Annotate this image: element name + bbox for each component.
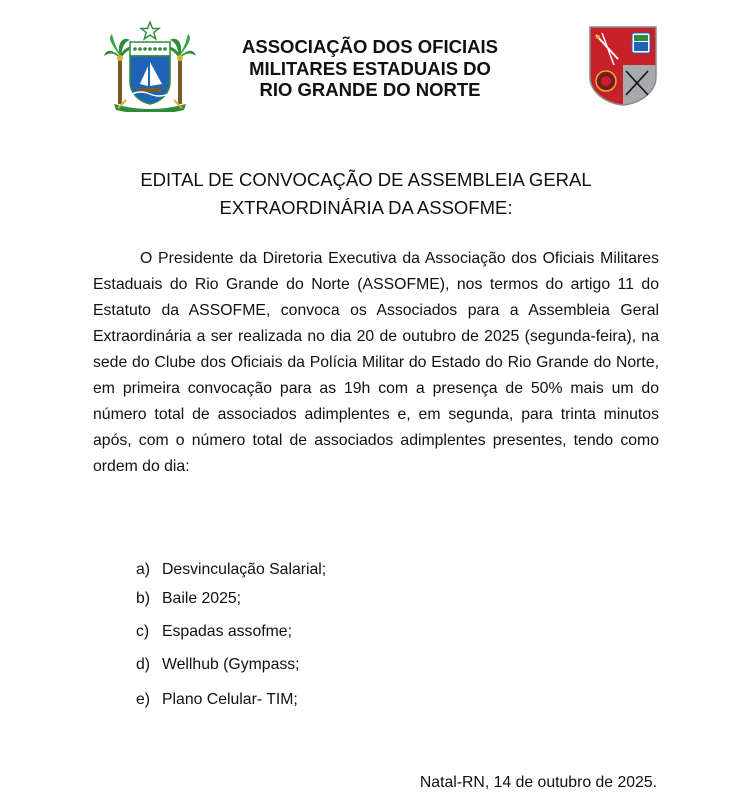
- agenda-item-text: Wellhub (Gympass;: [162, 656, 300, 673]
- document-title-line: EXTRAORDINÁRIA DA ASSOFME:: [219, 197, 513, 218]
- agenda-item-letter: a): [136, 561, 151, 578]
- organization-name-line: RIO GRANDE DO NORTE: [259, 79, 481, 100]
- agenda-item-letter: d): [136, 656, 151, 673]
- rio-grande-do-norte-coat-of-arms-icon: [104, 20, 196, 112]
- agenda-item-text: Desvinculação Salarial;: [162, 561, 327, 578]
- assofme-shield-icon: [588, 25, 658, 107]
- convocation-paragraph: O Presidente da Diretoria Executiva da Associação dos Oficiais Militares Estaduais do Rio Grande do Norte (ASSOFME), nos termos do artigo 11 do Estatuto da ASSOFME, convoca os Associados para a Assembleia Geral Extraordinária a ser realizada no dia 20 de outubro de 2025 (segunda-feira), na sede do Clube dos Oficiais da Polícia Militar do Estado do Rio Grande do Norte, em primeira convocação para as 19h com a presença de 50% mais um do número total de associados adimplentes e, em segunda, para trinta minutos após, com o número total de associados adimplentes presentes, tendo como ordem do dia:: [93, 250, 659, 475]
- agenda-item: [136, 561, 326, 579]
- organization-name: [210, 36, 530, 101]
- agenda-item: [136, 656, 300, 674]
- agenda-item: [136, 623, 292, 641]
- agenda-item-letter: c): [136, 623, 150, 640]
- agenda-item: [136, 590, 241, 608]
- agenda-item-letter: b): [136, 590, 151, 607]
- agenda-item-text: Espadas assofme;: [162, 623, 292, 640]
- agenda-item: [136, 691, 298, 709]
- agenda-item-text: Plano Celular- TIM;: [162, 691, 298, 708]
- organization-name-line: MILITARES ESTADUAIS DO: [249, 57, 491, 79]
- document-title-line: EDITAL DE CONVOCAÇÃO DE ASSEMBLEIA GERAL: [140, 169, 592, 190]
- place-date: Natal-RN, 14 de outubro de 2025.: [419, 774, 657, 791]
- agenda-item-letter: e): [136, 691, 151, 708]
- organization-name-line: ASSOCIAÇÃO DOS OFICIAIS: [242, 36, 498, 57]
- agenda-item-text: Baile 2025;: [162, 590, 242, 607]
- document-title: [96, 166, 636, 222]
